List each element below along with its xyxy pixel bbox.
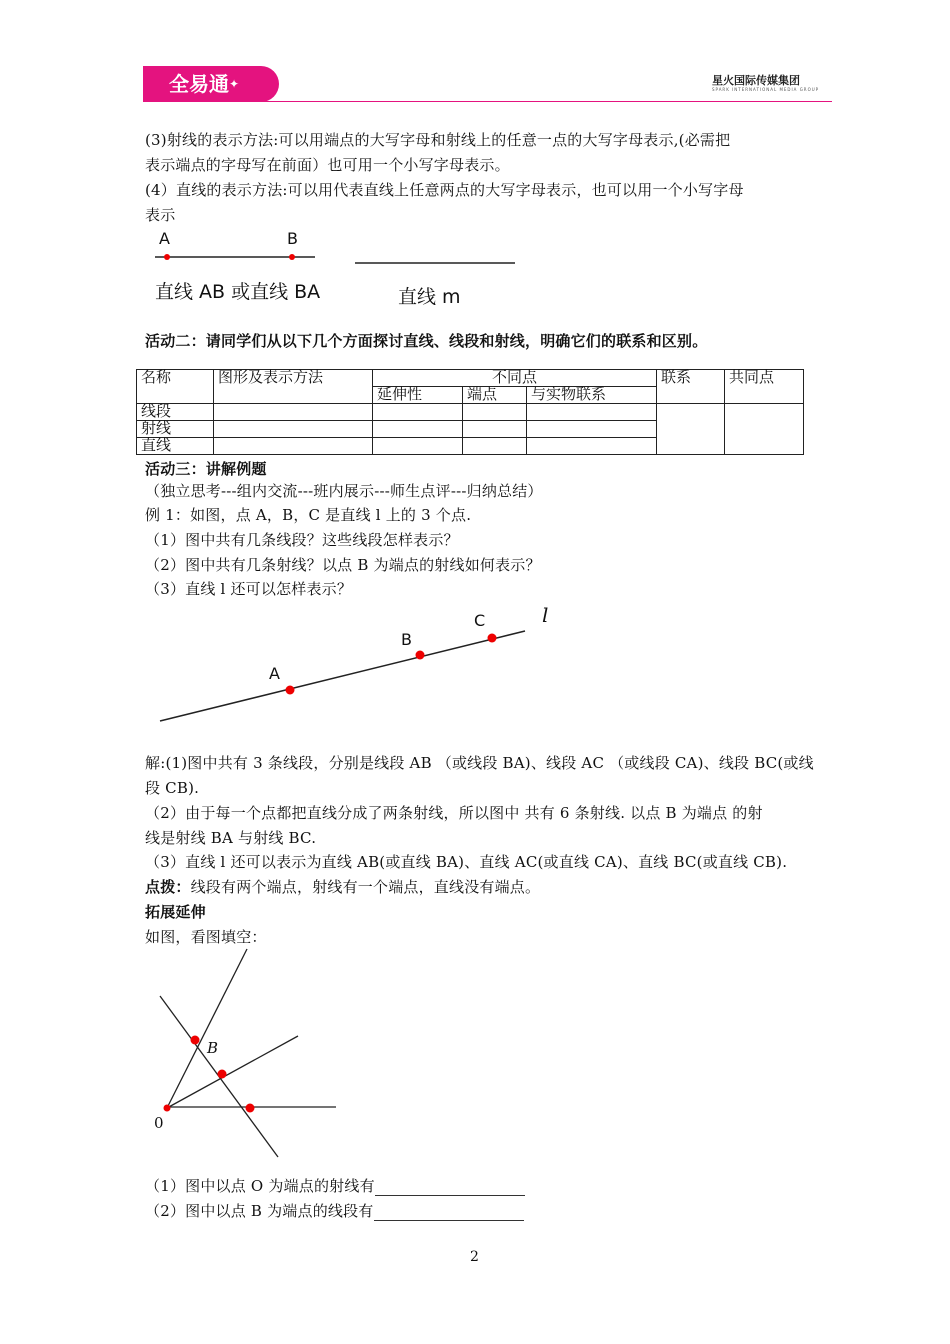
solution-two-line1: （2）由于每一个点都把直线分成了两条射线，所以图中 共有 6 条射线. 以点 B 为端点 的射 <box>145 804 763 822</box>
header-endpoints: 端点 <box>463 387 527 404</box>
tip-label: 点拨： <box>145 878 191 896</box>
point-b-dot <box>191 1036 200 1045</box>
header-extension: 延伸性 <box>373 387 463 404</box>
point-a-dot <box>164 254 170 260</box>
point-b-dot <box>416 651 425 660</box>
question-two: （2）图中共有几条射线？以点 B 为端点的射线如何表示？ <box>145 556 541 574</box>
solution-one-line1: 解:(1)图中共有 3 条线段，分别是线段 AB （或线段 BA)、线段 AC （或线段 CA)、线段 BC(或线 <box>145 754 814 772</box>
ray-upper <box>167 1036 298 1108</box>
page-number: 2 <box>470 1249 479 1265</box>
ray-notation-line2: 表示端点的字母写在前面）也可用一个小写字母表示。 <box>145 156 510 174</box>
point-b-dot <box>289 254 295 260</box>
label-c: C <box>474 611 486 630</box>
fill-question-two <box>145 1200 524 1221</box>
header-rule <box>143 101 832 102</box>
example-one: 例 1：如图，点 A，B，C 是直线 l 上的 3 个点. <box>145 506 472 524</box>
tip-text: 线段有两个端点，射线有一个端点，直线没有端点。 <box>190 878 541 896</box>
fill-question-two-text: （2）图中以点 B 为端点的线段有 <box>145 1202 374 1220</box>
label-l: l <box>542 603 549 627</box>
intersection-dot <box>218 1070 227 1079</box>
point-o-dot <box>164 1105 171 1112</box>
activity-steps: （独立思考---组内交流---班内展示---师生点评---归纳总结） <box>145 482 543 500</box>
solution-three: （3）直线 l 还可以表示为直线 AB(或直线 BA)、直线 AC(或直线 CA)、直线 BC(或直线 CB). <box>145 853 788 871</box>
line-l <box>160 631 525 721</box>
activity-three-heading: 活动三：讲解例题 <box>145 460 267 478</box>
point-c-dot <box>488 634 497 643</box>
answer-blank[interactable] <box>375 1181 525 1196</box>
fill-question-one-text: （1）图中以点 O 为端点的射线有 <box>145 1177 375 1195</box>
label-a: A <box>269 664 280 683</box>
question-three: （3）直线 l 还可以怎样表示？ <box>145 580 353 598</box>
logo <box>143 66 279 102</box>
answer-blank[interactable] <box>374 1206 524 1221</box>
row-segment: 线段 <box>137 404 214 421</box>
extension-heading: 拓展延伸 <box>145 903 206 921</box>
label-b: B <box>207 1039 219 1057</box>
row-ray: 射线 <box>137 421 214 438</box>
example-line-figure <box>150 600 570 730</box>
label-point-a: A <box>159 229 170 248</box>
header-name: 名称 <box>137 370 214 404</box>
caption-line-m: 直线 m <box>398 286 461 308</box>
line-notation-line2: 表示 <box>145 206 176 224</box>
ray-notation-line1: (3)射线的表示方法:可以用端点的大写字母和射线上的任意一点的大写字母表示,(必需把 <box>145 131 731 149</box>
activity-two-heading: 活动二：请同学们从以下几个方面探讨直线、线段和射线，明确它们的联系和区别。 <box>145 332 708 350</box>
header-real-world: 与实物联系 <box>527 387 657 404</box>
line-ob <box>167 949 247 1108</box>
header-figure: 图形及表示方法 <box>214 370 373 404</box>
label-point-b: B <box>287 229 298 248</box>
row-line: 直线 <box>137 438 214 455</box>
tip <box>145 876 540 897</box>
solution-one-line2: 段 CB). <box>145 779 200 797</box>
logo-text: 全易通 <box>169 72 229 96</box>
brand-subtitle: SPARK INTERNATIONAL MEDIA GROUP <box>712 87 820 92</box>
line-notation-line1: (4）直线的表示方法:可以用代表直线上任意两点的大写字母表示，也可以用一个小写字母 <box>145 181 744 199</box>
intersection-dot <box>246 1104 255 1113</box>
caption-line-ab: 直线 AB 或直线 BA <box>155 281 321 303</box>
comparison-table <box>136 369 804 455</box>
header-common: 共同点 <box>725 370 804 404</box>
solution-two-line2: 线是射线 BA 与射线 BC. <box>145 829 317 847</box>
label-b: B <box>401 630 412 649</box>
header-difference: 不同点 <box>373 370 657 387</box>
point-a-dot <box>286 686 295 695</box>
fill-question-one <box>145 1175 525 1196</box>
brand-name: 星火国际传媒集团 <box>712 74 800 87</box>
header-relation: 联系 <box>657 370 725 404</box>
question-one: （1）图中共有几条线段？这些线段怎样表示？ <box>145 531 459 549</box>
fill-intro: 如图，看图填空： <box>145 928 267 946</box>
sparkle-icon: ✦ <box>229 77 240 91</box>
label-o: 0 <box>154 1114 164 1132</box>
rays-figure <box>150 945 350 1165</box>
